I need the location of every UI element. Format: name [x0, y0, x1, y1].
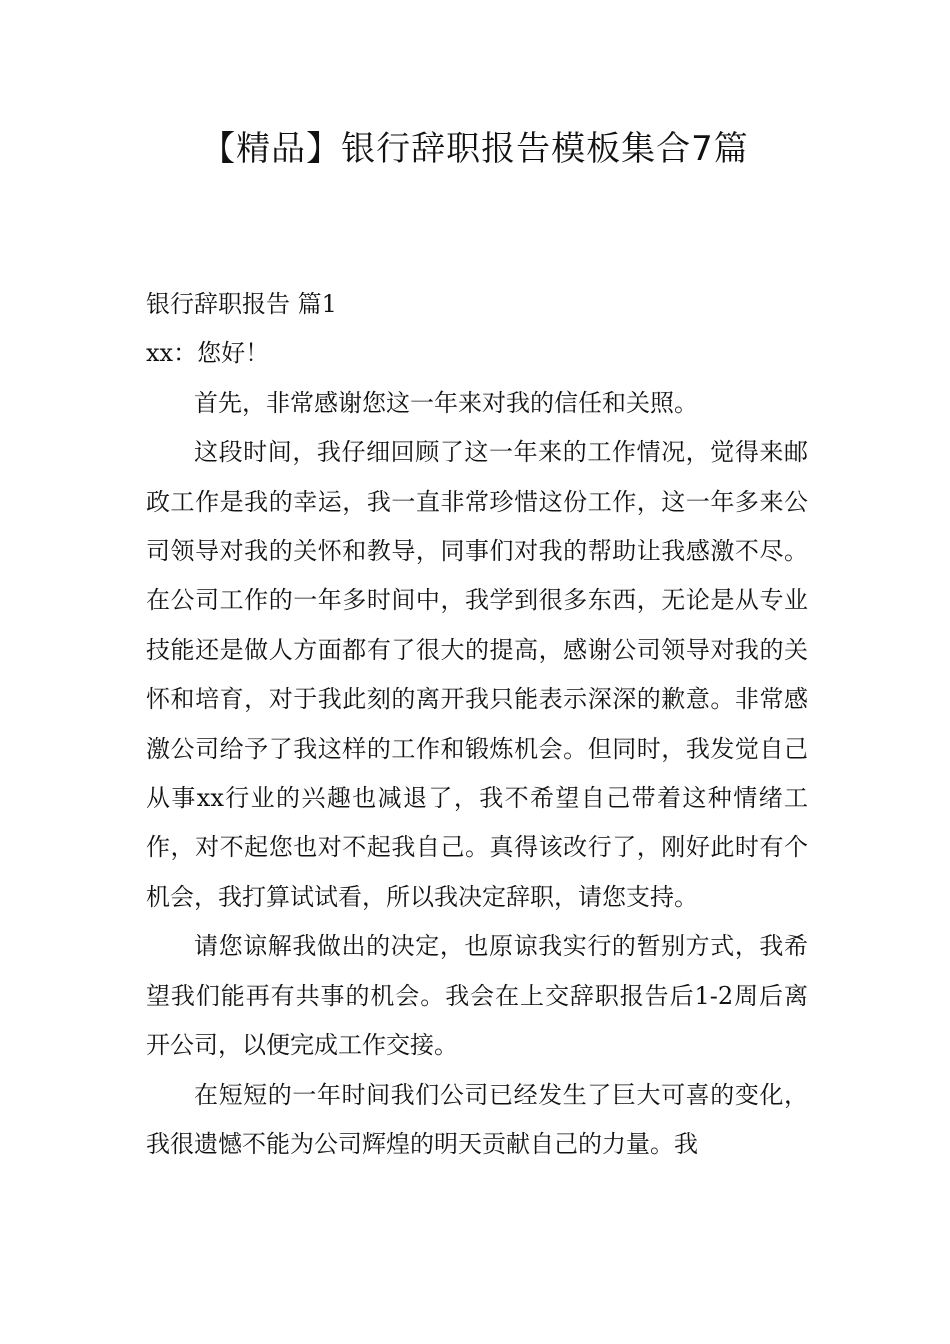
salutation: xx：您好！: [146, 339, 270, 368]
document-body: [146, 280, 808, 1169]
paragraph-4: 在短短的一年时间我们公司已经发生了巨大可喜的变化，我很遗憾不能为公司辉煌的明天贡献自己的力量。我: [146, 1080, 808, 1158]
section-heading: 银行辞职报告 篇1: [146, 290, 337, 318]
paragraph-1: 首先，非常感谢您这一年来对我的信任和关照。: [194, 388, 698, 417]
paragraph-2: 这段时间，我仔细回顾了这一年来的工作情况，觉得来邮政工作是我的幸运，我一直非常珍惜这份工作，这一年多来公司领导对我的关怀和教导，同事们对我的帮助让我感激不尽。在公司工作的一年多时间中，我学到很多东西，无论是从专业技能还是做人方面都有了很大的提高，感谢公司领导对我的关怀和培育，对于我此刻的离开我只能表示深深的歉意。非常感激公司给予了我这样的工作和锻炼机会。但同时，我发觉自己从事xx行业的兴趣也减退了，我不希望自己带着这种情绪工作，对不起您也对不起我自己。真得该改行了，刚好此时有个机会，我打算试试看，所以我决定辞职，请您支持。: [146, 438, 808, 911]
paragraph-3: 请您谅解我做出的决定，也原谅我实行的暂别方式，我希望我们能再有共事的机会。我会在上交辞职报告后1-2周后离开公司，以便完成工作交接。: [146, 932, 808, 1060]
document-title: 【精品】银行辞职报告模板集合7篇: [201, 129, 749, 169]
